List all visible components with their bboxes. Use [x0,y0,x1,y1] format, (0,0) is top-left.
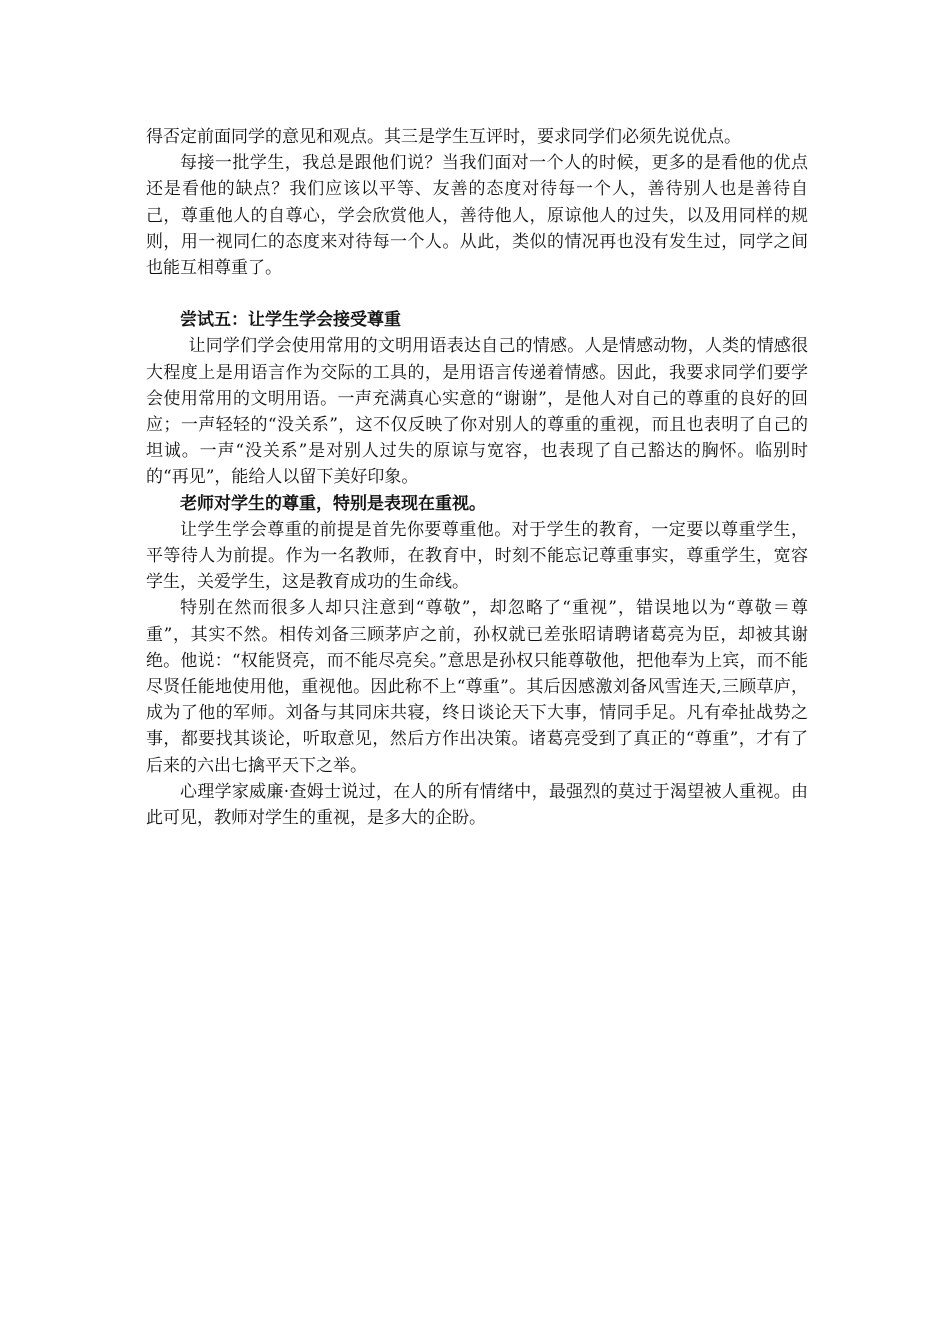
section-heading-attempt-five: 尝试五：让学生学会接受尊重 [180,310,401,331]
paragraph-5: 特别在然而很多人却只注意到“尊敬”，却忽略了“重视”，错误地以为“尊敬＝尊重”，其实不然。相传刘备三顾茅庐之前，孙权就已差张昭请聘诸葛亮为臣，却被其谢绝。他说：“权能贤亮，而不能尽亮矣。”意思是孙权只能尊敬他，把他奉为上宾，而不能尽贤任能地使用他，重视他。因此称不上“尊重”。其后因感激刘备风雪连天,三顾草庐，成为了他的军师。刘备与其同床共寝，终日谈论天下大事，情同手足。凡有牵扯战势之事，都要找其谈论，听取意见，然后方作出决策。诸葛亮受到了真正的“尊重”，才有了后来的六出七擒平天下之举。 [146,598,808,776]
body-text [146,124,808,831]
paragraph-3: 让同学们学会使用常用的文明用语表达自己的情感。人是情感动物，人类的情感很大程度上是用语言作为交际的工具的，是用语言传递着情感。因此，我要求同学们要学会使用常用的文明用语。一声充满真心实意的“谢谢”，是他人对自己的尊重的良好的回应；一声轻轻的“没关系”，这不仅反映了你对别人的尊重的重视，而且也表明了自己的坦诚。一声“没关系”是对别人过失的原谅与宽容，也表现了自己豁达的胸怀。临别时的“再见”，能给人以留下美好印象。 [146,336,808,488]
paragraph-gap [146,281,808,307]
paragraph-4: 让学生学会尊重的前提是首先你要尊重他。对于学生的教育，一定要以尊重学生，平等待人为前提。作为一名教师，在教育中，时刻不能忘记尊重事实，尊重学生，宽容学生，关爱学生，这是教育成功的生命线。 [146,519,808,593]
paragraph-6: 心理学家威廉·查姆士说过，在人的所有情绪中，最强烈的莫过于渴望被人重视。由此可见，教师对学生的重视，是多大的企盼。 [146,781,808,829]
paragraph-2: 每接一批学生，我总是跟他们说？当我们面对一个人的时候，更多的是看他的优点还是看他的缺点？我们应该以平等、友善的态度对待每一个人，善待别人也是善待自己，尊重他人的自尊心，学会欣赏他人，善待他人，原谅他人的过失，以及用同样的规则，用一视同仁的态度来对待每一个人。从此，类似的情况再也没有发生过，同学之间也能互相尊重了。 [146,153,808,279]
section-heading-teacher-respect: 老师对学生的尊重，特别是表现在重视。 [180,493,486,514]
paragraph-1: 得否定前面同学的意见和观点。其三是学生互评时，要求同学们必须先说优点。 [146,127,741,147]
